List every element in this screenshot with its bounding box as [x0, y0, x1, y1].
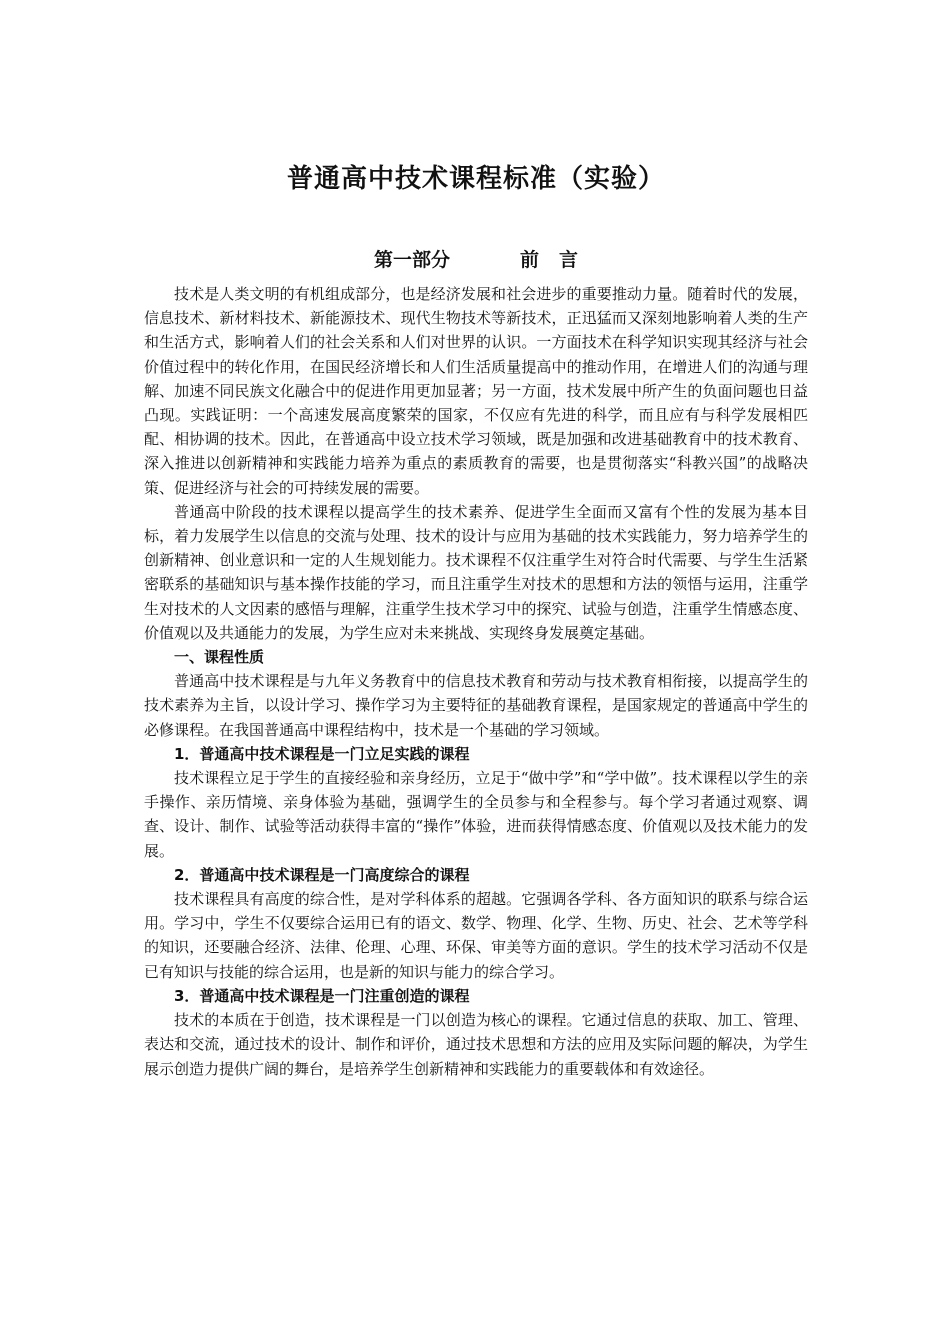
part-word-2: 言: [559, 249, 579, 271]
part-label: 第一部分: [373, 249, 450, 271]
subsection-heading-2: 2．普通高中技术课程是一门高度综合的课程: [174, 865, 470, 884]
subsection-paragraph-2: 技术课程具有高度的综合性，是对学科体系的超越。它强调各学科、各方面知识的联系与综合运用。学习中，学生不仅要综合运用已有的语文、数学、物理、化学、生物、历史、社会、艺术等学科的知识，还要融合经济、法律、伦理、心理、环保、审美等方面的意识。学生的技术学习活动不仅是已有知识与技能的综合运用，也是新的知识与能力的综合学习。: [144, 890, 808, 981]
subsection-heading-3: 3．普通高中技术课程是一门注重创造的课程: [174, 986, 470, 1005]
part-word-1: 前: [519, 249, 539, 271]
section-paragraph-course-nature: 普通高中技术课程是与九年义务教育中的信息技术教育和劳动与技术教育相衔接，以提高学生的技术素养为主旨，以设计学习、操作学习为主要特征的基础教育课程，是国家规定的普通高中学生的必修课程。在我国普通高中课程结构中，技术是一个基础的学习领域。: [144, 672, 808, 739]
intro-paragraph-2: 普通高中阶段的技术课程以提高学生的技术素养、促进学生全面而又富有个性的发展为基本目标，着力发展学生以信息的交流与处理、技术的设计与应用为基础的技术实践能力，努力培养学生的创新精神、创业意识和一定的人生规划能力。技术课程不仅注重学生对符合时代需要、与学生生活紧密联系的基础知识与基本操作技能的学习，而且注重学生对技术的思想和方法的领悟与运用，注重学生对技术的人文因素的感悟与理解，注重学生技术学习中的探究、试验与创造，注重学生情感态度、价值观以及共通能力的发展，为学生应对未来挑战、实现终身发展奠定基础。: [144, 502, 808, 642]
subsection-paragraph-1: 技术课程立足于学生的直接经验和亲身经历，立足于“做中学”和“学中做”。技术课程以学生的亲手操作、亲历情境、亲身体验为基础，强调学生的全员参与和全程参与。每个学习者通过观察、调查、设计、制作、试验等活动获得丰富的“操作”体验，进而获得情感态度、价值观以及技术能力的发展。: [144, 769, 808, 860]
part-heading: [144, 245, 808, 272]
subsection-paragraph-3: 技术的本质在于创造，技术课程是一门以创造为核心的课程。它通过信息的获取、加工、管理、表达和交流，通过技术的设计、制作和评价，通过技术思想和方法的应用及实际问题的解决，为学生展示创造力提供广阔的舞台，是培养学生创新精神和实践能力的重要载体和有效途径。: [144, 1011, 808, 1078]
section-heading-course-nature: 一、课程性质: [174, 648, 265, 667]
subsection-heading-1: 1．普通高中技术课程是一门立足实践的课程: [174, 744, 470, 763]
document-title: 普通高中技术课程标准（实验）: [286, 164, 665, 194]
intro-paragraph-1: 技术是人类文明的有机组成部分，也是经济发展和社会进步的重要推动力量。随着时代的发展，信息技术、新材料技术、新能源技术、现代生物技术等新技术，正迅猛而又深刻地影响着人类的生产和生活方式，影响着人们的社会关系和人们对世界的认识。一方面技术在科学知识实现其经济与社会价值过程中的转化作用，在国民经济增长和人们生活质量提高中的推动作用，在增进人们的沟通与理解、加速不同民族文化融合中的促进作用更加显著；另一方面，技术发展中所产生的负面问题也日益凸现。实践证明：一个高速发展高度繁荣的国家，不仅应有先进的科学，而且应有与科学发展相匹配、相协调的技术。因此，在普通高中设立技术学习领域，既是加强和改进基础教育中的技术教育、深入推进以创新精神和实践能力培养为重点的素质教育的需要，也是贯彻落实“科教兴国”的战略决策、促进经济与社会的可持续发展的需要。: [144, 285, 808, 497]
document-page: [144, 150, 808, 1081]
